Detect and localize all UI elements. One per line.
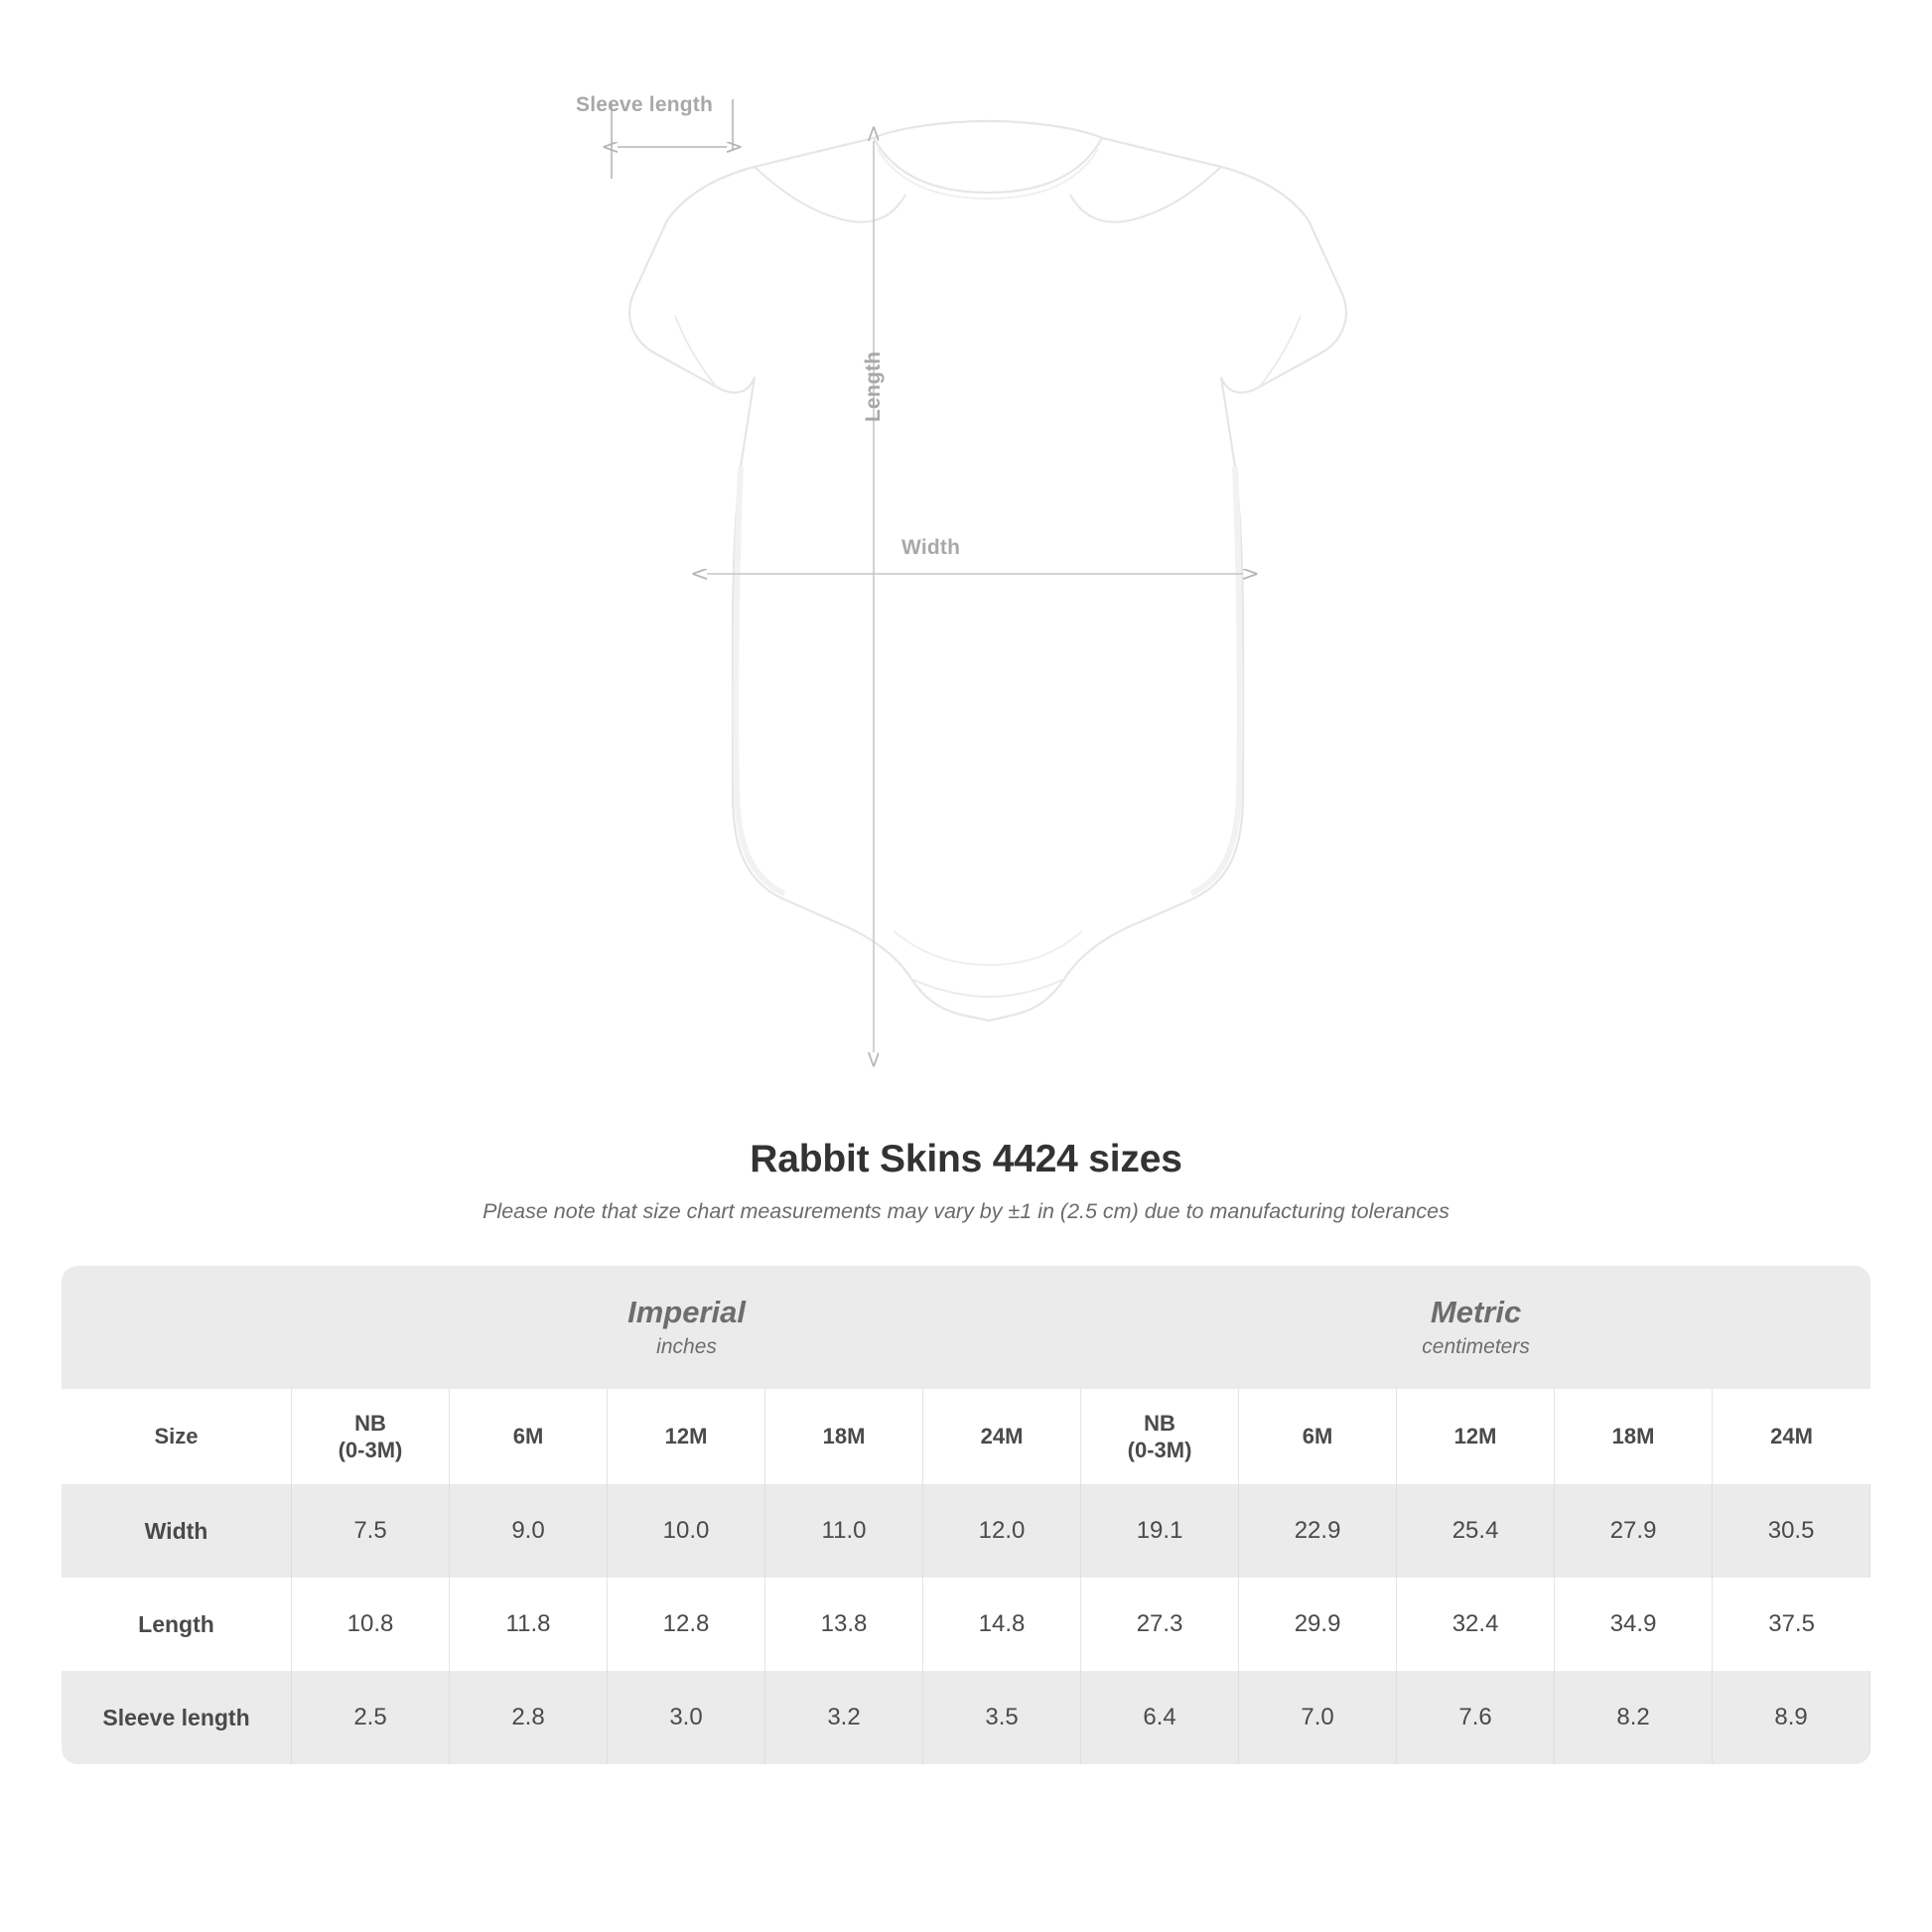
header-col-18m-imperial: 18M — [765, 1389, 923, 1484]
cell-length-24m-in: 14.8 — [923, 1578, 1081, 1671]
cell-width-24m-cm: 30.5 — [1713, 1484, 1870, 1578]
cell-sleeve-6m-cm: 7.0 — [1239, 1671, 1397, 1764]
row-label-sleeve-length: Sleeve length — [62, 1671, 292, 1764]
header-col-18m-metric: 18M — [1555, 1389, 1713, 1484]
cell-length-6m-cm: 29.9 — [1239, 1578, 1397, 1671]
cell-width-18m-cm: 27.9 — [1555, 1484, 1713, 1578]
cell-width-12m-cm: 25.4 — [1397, 1484, 1555, 1578]
cell-sleeve-24m-in: 3.5 — [923, 1671, 1081, 1764]
row-label-width: Width — [62, 1484, 292, 1578]
cell-sleeve-18m-in: 3.2 — [765, 1671, 923, 1764]
header-col-6m-imperial: 6M — [450, 1389, 608, 1484]
header-size-label: Size — [62, 1389, 292, 1484]
cell-width-18m-in: 11.0 — [765, 1484, 923, 1578]
cell-sleeve-nb-in: 2.5 — [292, 1671, 450, 1764]
cell-sleeve-18m-cm: 8.2 — [1555, 1671, 1713, 1764]
unit-imperial-name: Imperial — [627, 1294, 746, 1329]
unit-imperial-sub: inches — [656, 1335, 717, 1359]
header-col-24m-imperial: 24M — [923, 1389, 1081, 1484]
title-block — [0, 1138, 1932, 1224]
cell-length-nb-cm: 27.3 — [1081, 1578, 1239, 1671]
length-label: Length — [862, 350, 885, 422]
cell-length-6m-in: 11.8 — [450, 1578, 608, 1671]
size-chart-table — [62, 1266, 1870, 1764]
sleeve-length-label: Sleeve length — [576, 93, 713, 116]
header-col-6m-metric: 6M — [1239, 1389, 1397, 1484]
table-row — [62, 1578, 1870, 1671]
unit-metric-sub: centimeters — [1422, 1335, 1530, 1359]
cell-sleeve-12m-cm: 7.6 — [1397, 1671, 1555, 1764]
bodysuit-shape — [629, 121, 1346, 1021]
cell-length-nb-in: 10.8 — [292, 1578, 450, 1671]
cell-sleeve-nb-cm: 6.4 — [1081, 1671, 1239, 1764]
size-table-wrapper — [62, 1266, 1870, 1764]
table-row — [62, 1671, 1870, 1764]
size-header-row — [62, 1389, 1870, 1484]
cell-sleeve-12m-in: 3.0 — [608, 1671, 765, 1764]
cell-width-nb-cm: 19.1 — [1081, 1484, 1239, 1578]
unit-metric-name: Metric — [1430, 1294, 1522, 1329]
header-col-12m-imperial: 12M — [608, 1389, 765, 1484]
cell-length-18m-in: 13.8 — [765, 1578, 923, 1671]
table-row — [62, 1484, 1870, 1578]
cell-length-18m-cm: 34.9 — [1555, 1578, 1713, 1671]
row-label-length: Length — [62, 1578, 292, 1671]
cell-sleeve-24m-cm: 8.9 — [1713, 1671, 1870, 1764]
unit-header-row — [62, 1266, 1870, 1389]
header-col-nb-metric: NB (0-3M) — [1081, 1389, 1239, 1484]
header-col-24m-metric: 24M — [1713, 1389, 1870, 1484]
tolerance-note: Please note that size chart measurements may vary by ±1 in (2.5 cm) due to manufacturing tolerances — [483, 1199, 1449, 1223]
cell-length-24m-cm: 37.5 — [1713, 1578, 1870, 1671]
cell-length-12m-in: 12.8 — [608, 1578, 765, 1671]
cell-length-12m-cm: 32.4 — [1397, 1578, 1555, 1671]
unit-header-blank — [62, 1266, 292, 1389]
cell-width-12m-in: 10.0 — [608, 1484, 765, 1578]
unit-header-imperial — [292, 1266, 1081, 1389]
page-title: Rabbit Skins 4424 sizes — [750, 1138, 1182, 1180]
header-col-nb-imperial: NB (0-3M) — [292, 1389, 450, 1484]
unit-header-metric — [1081, 1266, 1870, 1389]
cell-width-nb-in: 7.5 — [292, 1484, 450, 1578]
cell-width-24m-in: 12.0 — [923, 1484, 1081, 1578]
header-col-12m-metric: 12M — [1397, 1389, 1555, 1484]
cell-width-6m-in: 9.0 — [450, 1484, 608, 1578]
cell-sleeve-6m-in: 2.8 — [450, 1671, 608, 1764]
cell-width-6m-cm: 22.9 — [1239, 1484, 1397, 1578]
width-label: Width — [901, 536, 961, 559]
